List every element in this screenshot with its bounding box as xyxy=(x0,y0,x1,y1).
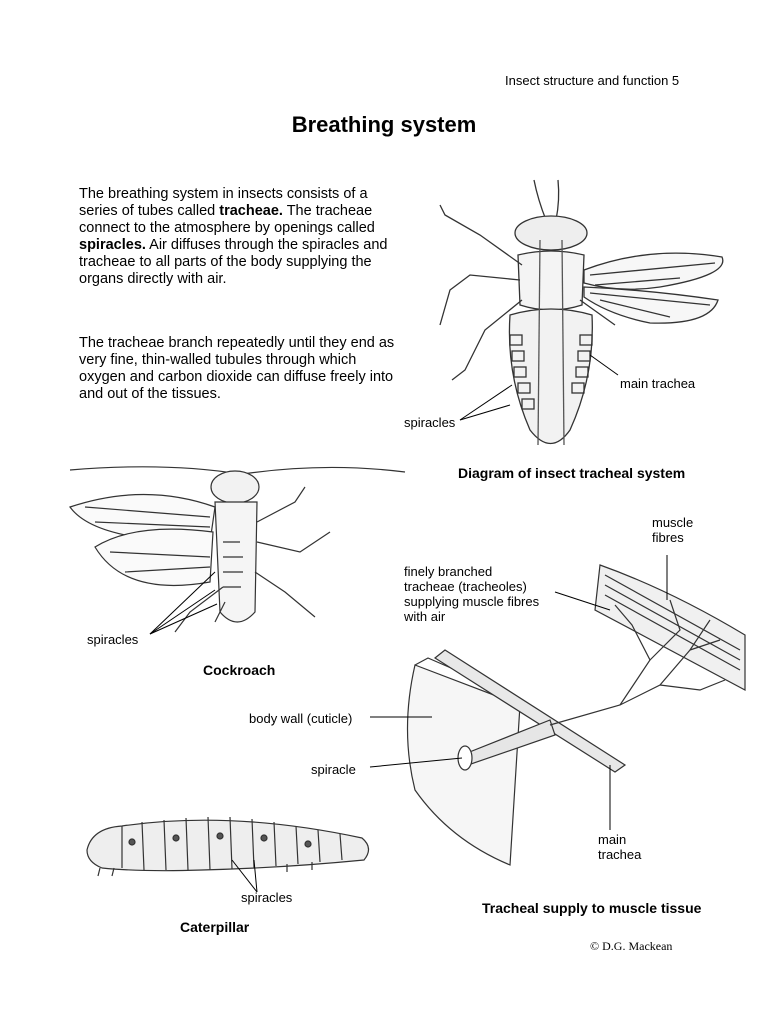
label-main-trachea: main trachea xyxy=(620,376,696,391)
term-tracheae: tracheae. xyxy=(219,203,283,219)
copyright: © D.G. Mackean xyxy=(590,939,673,953)
label-spiracles-cockroach: spiracles xyxy=(87,632,139,647)
label-main-line2: trachea xyxy=(598,847,642,862)
label-spiracles-insect: spiracles xyxy=(404,415,456,430)
page-title: Breathing system xyxy=(291,112,477,137)
caterpillar-figure xyxy=(82,800,377,895)
intro-text-a: The breathing system in insects consists of a series of tubes called xyxy=(79,186,368,219)
cockroach-figure xyxy=(65,462,415,642)
label-tracheoles-line1: finely branched xyxy=(404,564,493,579)
caption-caterpillar: Caterpillar xyxy=(180,919,250,935)
label-muscle-line1: muscle xyxy=(652,515,694,530)
label-tracheoles-line3: supplying muscle fibres xyxy=(404,594,540,609)
label-body-wall: body wall (cuticle) xyxy=(249,711,353,726)
intro-paragraph-2: The tracheae branch repeatedly until they end as very fine, thin-walled tubules through which oxygen and carbon dioxide can diffuse freely into and out of the tissues. xyxy=(79,335,395,402)
label-muscle-fibres xyxy=(652,515,693,545)
label-tracheoles-line4: with air xyxy=(404,609,446,624)
label-main-line1: main xyxy=(598,832,627,847)
caption-muscle-supply: Tracheal supply to muscle tissue xyxy=(482,900,702,916)
caption-tracheal-system: Diagram of insect tracheal system xyxy=(458,465,686,481)
insect-tracheal-diagram xyxy=(430,175,760,460)
label-spiracles-caterpillar: spiracles xyxy=(241,890,293,905)
label-main-trachea-muscle xyxy=(598,832,641,862)
label-spiracle: spiracle xyxy=(311,762,356,777)
label-tracheoles xyxy=(404,564,539,624)
intro-text-c: The tracheae connect to the atmosphere by openings called xyxy=(79,203,375,236)
caption-cockroach: Cockroach xyxy=(203,662,276,678)
term-spiracles: spiracles. xyxy=(79,237,146,253)
label-tracheoles-line2: tracheae (tracheoles) xyxy=(404,579,527,594)
page-header: Insect structure and function 5 xyxy=(505,73,680,88)
label-muscle-line2: fibres xyxy=(652,530,684,545)
intro-text-e: Air diffuses through the spiracles and tracheae to all parts of the body supplying the organs directly with air. xyxy=(79,237,388,287)
intro-paragraph-1 xyxy=(79,186,399,288)
